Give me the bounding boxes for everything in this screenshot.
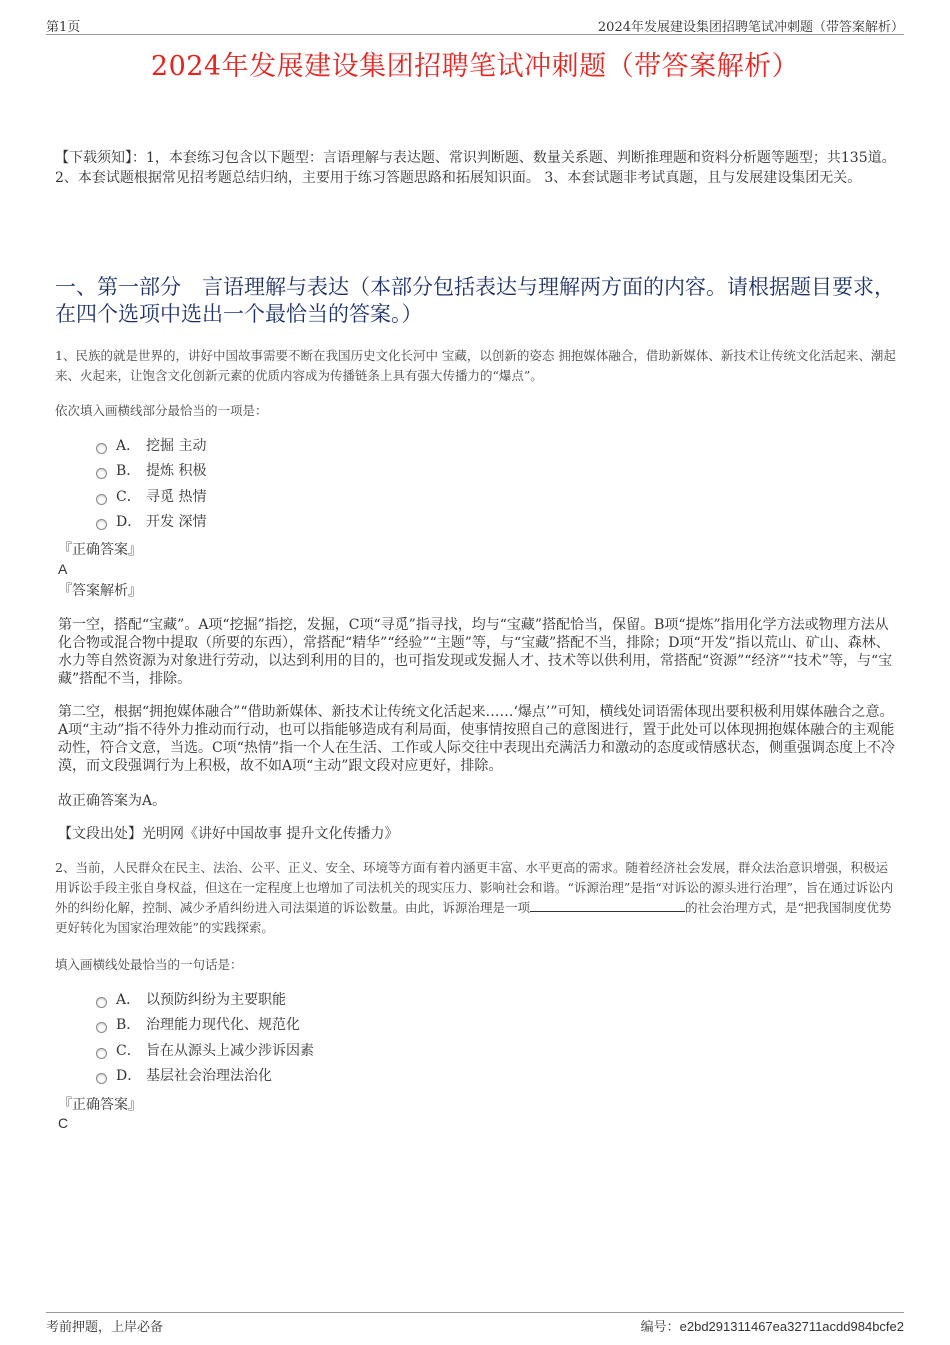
analysis-paragraph-2: 第二空，根据“拥抱媒体融合”“借助新媒体、新技术让传统文化活起来……‘爆点’”可知，横线处词语需体现出要积极利用媒体融合之意。A项“主动”指不待外力推动而行动，也可以指能够造成有利局面，使事情按照自己的意图进行，置于此处可以体现拥抱媒体融合的主观能动性，符合文意，当选。C项“热情”指一个人在生活、工作或人际交往中表现出充满活力和激动的态度或情感状态，侧重强调态度上不冷漠，而文段强调行为上积极，故不如A项“主动”跟文段对应更好，排除。 [58, 704, 896, 774]
question-1-prompt: 依次填入画横线部分最恰当的一项是： [55, 403, 268, 418]
radio-icon[interactable] [96, 519, 107, 530]
page-header [46, 14, 904, 35]
page-title: 2024年发展建设集团招聘笔试冲刺题（带答案解析） [150, 51, 800, 82]
option-b[interactable]: B． 治理能力现代化、规范化 [96, 1013, 314, 1039]
radio-icon[interactable] [96, 443, 107, 454]
option-b[interactable]: B． 提炼 积极 [96, 459, 206, 485]
option-a[interactable]: A． 以预防纠纷为主要职能 [96, 987, 314, 1013]
radio-icon[interactable] [96, 468, 107, 479]
option-d[interactable]: D． 基层社会治理法治化 [96, 1064, 314, 1090]
radio-icon[interactable] [96, 1022, 107, 1033]
download-notice: 【下载须知】：1，本套练习包含以下题型：言语理解与表达题、常识判断题、数量关系题、判断推理题和资料分析题等题型；共135道。 2、本套试题根据常见招考题总结归纳，主要用于练习答题思路和拓展知识面。 3、本套试题非考试真题，且与发展建设集团无关。 [55, 150, 896, 186]
option-c[interactable]: C． 寻觅 热情 [96, 484, 206, 510]
section-heading: 一、第一部分 言语理解与表达（本部分包括表达与理解两方面的内容。请根据题目要求，在四个选项中选出一个最恰当的答案。） [55, 275, 895, 326]
answer-label: 『正确答案』 [58, 1097, 142, 1113]
analysis-paragraph-1: 第一空，搭配“宝藏”。A项“挖掘”指挖，发掘，C项“寻觅”指寻找，均与“宝藏”搭配恰当，保留。B项“提炼”指用化学方法或物理方法从化合物或混合物中提取（所要的东西），常搭配“精华”“经验”“主题”等，与“宝藏”搭配不当，排除；D项“开发”指以荒山、矿山、森林、水力等自然资源为对象进行劳动，以达到利用的目的，也可指发现或发掘人才、技术等以供利用，常搭配“资源”“经济”“技术”等，与“宝藏”搭配不当，排除。 [58, 617, 893, 687]
page-number: 第1页 [46, 20, 81, 35]
radio-icon[interactable] [96, 997, 107, 1008]
answer-label: 『正确答案』 [58, 542, 142, 558]
question-1-options [96, 433, 206, 535]
footer-slogan: 考前押题，上岸必备 [46, 1320, 164, 1335]
radio-icon[interactable] [96, 494, 107, 505]
question-2-text: 2、当前，人民群众在民主、法治、公平、正义、安全、环境等方面有着内涵更丰富、水平更高的需求。随着经济社会发展，群众法治意识增强，积极运用诉讼手段主张自身权益，但这在一定程度上也增加了司法机关的现实压力、影响社会和谐。“诉源治理”是指“对诉讼的源头进行治理”，旨在通过诉讼内外的纠纷化解，控制、减少矛盾纠纷进入司法渠道的诉讼数量。由此，诉源治理是一项 的社会治理方式，是“把我国制度优势更好转化为国家治理效能”的实践探索。 [55, 860, 894, 935]
analysis-label: 『答案解析』 [58, 583, 142, 599]
source-citation: 【文段出处】光明网《讲好中国故事 提升文化传播力》 [58, 826, 399, 842]
option-c[interactable]: C． 旨在从源头上减少涉诉因素 [96, 1038, 314, 1064]
question-2-prompt: 填入画横线处最恰当的一句话是： [55, 957, 243, 972]
page-footer [46, 1312, 904, 1335]
document-code: 编号：e2bd291311467ea32711acdd984bcfe2 [640, 1319, 904, 1335]
question-2-options [96, 987, 314, 1089]
option-d[interactable]: D． 开发 深情 [96, 510, 206, 536]
radio-icon[interactable] [96, 1048, 107, 1059]
fill-blank [530, 899, 685, 912]
radio-icon[interactable] [96, 1073, 107, 1084]
answer-value: C [58, 1115, 69, 1131]
question-1-text: 1、民族的就是世界的，讲好中国故事需要不断在我国历史文化长河中 宝藏，以创新的姿态 拥抱媒体融合，借助新媒体、新技术让传统文化活起来、潮起来、火起来，让饱含文化创新元素的优质内容成为传播链条上具有强大传播力的“爆点”。 [55, 348, 896, 383]
answer-value: A [58, 561, 68, 577]
analysis-conclusion: 故正确答案为A。 [58, 793, 167, 809]
header-doc-title: 2024年发展建设集团招聘笔试冲刺题（带答案解析） [597, 20, 904, 35]
option-a[interactable]: A． 挖掘 主动 [96, 433, 206, 459]
